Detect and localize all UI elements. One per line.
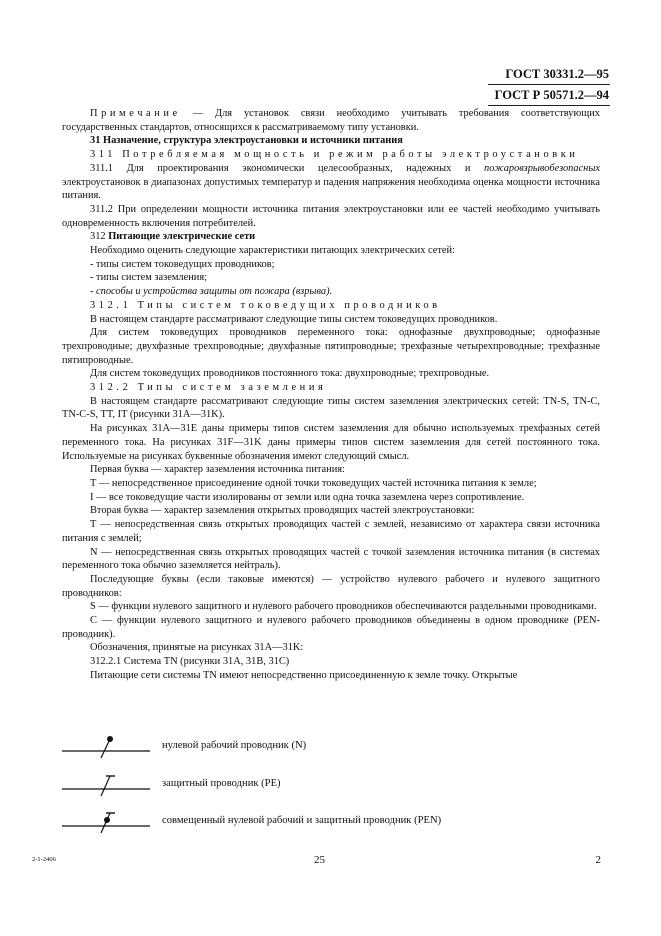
paragraph: N — непосредственная связь открытых проводящих частей с точкой заземления источника питания (в системах переменного тока обычно заземляется нейтраль). — [62, 546, 600, 572]
paragraph: В настоящем стандарте рассматривают следующие типы систем токоведущих проводников. — [90, 313, 498, 325]
paragraph: Для систем токоведущих проводников постоянного тока: двухпроводные; трехпроводные. — [90, 368, 490, 380]
section-31-heading: 31 Назначение, структура электроустановки и источники питания — [90, 135, 403, 147]
section-312-title: Питающие электрические сети — [108, 231, 256, 243]
paragraph-312-intro: Необходимо оценить следующие характеристики питающих электрических сетей: — [90, 245, 455, 257]
paragraph: Последующие буквы (если таковые имеются) — устройство нулевого рабочего и нулевого защитного проводников: — [62, 573, 600, 599]
paragraph: Обозначения, принятые на рисунках 31A—31K: — [90, 642, 304, 654]
paragraph-311-1-part-a: 311.1 Для проектирования экономически целесообразных, надежных и — [90, 162, 485, 174]
legend-pen-conductor — [62, 811, 622, 835]
protective-conductor-symbol — [62, 774, 152, 798]
paragraph: Для систем токоведущих проводников переменного тока: однофазные двухпроводные; однофазные трехпроводные; двухфазные трехпроводные; двухфазные пятипроводные; трехфазные четырехпроводные; трехфазные пятипроводные. — [62, 327, 600, 366]
neutral-conductor-symbol — [62, 736, 152, 760]
sheet-number: 2 — [595, 854, 601, 866]
section-312-heading — [62, 230, 600, 244]
paragraph: I — все токоведущие части изолированы от земли или одна точка заземлена через сопротивление. — [90, 491, 525, 503]
list-item: - способы и устройства защиты от пожара (взрыва). — [90, 286, 333, 298]
legend-label: совмещенный нулевой рабочий и защитный проводник (PEN) — [162, 815, 442, 826]
header-divider — [488, 84, 610, 85]
paragraph-311-1-part-b: электроустановок в диапазонах допустимых температур и падения напряжения необходима оценка мощности источника питания. — [62, 176, 600, 202]
list-item: - типы систем заземления; — [90, 272, 208, 284]
paragraph: Питающие сети системы TN имеют непосредственно присоединенную к земле точку. Открытые — [90, 669, 518, 681]
print-code: 2-1-2406 — [32, 856, 56, 863]
paragraph: Первая буква — характер заземления источника питания: — [90, 464, 345, 476]
header-divider-2 — [488, 105, 610, 106]
pen-conductor-symbol — [62, 811, 152, 835]
paragraph: Вторая буква — характер заземления открытых проводящих частей электроустановки: — [90, 505, 475, 517]
page-number: 25 — [314, 854, 325, 866]
paragraph: В настоящем стандарте рассматривают следующие типы систем заземления электрических сетей: TN-S, TN-C, TN-C-S, TT, IT (рисунки 31A—31K). — [62, 395, 600, 421]
paragraph: Т — непосредственное присоединение одной точки токоведущих частей источника питания к земле; — [90, 477, 537, 489]
paragraph-311-1-italic: пожаровзрывобезопасных — [484, 162, 600, 174]
paragraph: Т — непосредственная связь открытых проводящих частей с землей, независимо от характера связи источника питания с землей; — [62, 519, 600, 544]
section-312-2-heading: 312.2 Типы систем заземления — [90, 382, 327, 394]
note-label: Примечание — [90, 108, 181, 119]
note-paragraph — [62, 107, 600, 134]
section-312-1-heading: 312.1 Типы систем токоведущих проводников — [90, 299, 441, 311]
section-312-number: 312 — [90, 231, 109, 243]
section-311-heading: 311 Потребляемая мощность и режим работы электроустановки — [90, 149, 579, 161]
paragraph: С — функции нулевого защитного и нулевого рабочего проводников объединены в одном проводнике (PEN-проводник). — [62, 615, 600, 640]
legend-label: нулевой рабочий проводник (N) — [162, 740, 307, 751]
standard-number-2: ГОСТ Р 50571.2—94 — [494, 88, 609, 102]
legend-protective-conductor — [62, 774, 622, 798]
paragraph-311-2: 311.2 При определении мощности источника питания электроустановки или ее частей необходимо учитывать одновременность включения потребителей. — [62, 203, 600, 229]
standard-number-1: ГОСТ 30331.2—95 — [505, 67, 609, 81]
note-text: — Для установок связи необходимо учитывать требования соответствующих государственных стандартов, относящихся к рассматриваемому типу установки. — [62, 108, 600, 133]
section-312-2-1-heading: 312.2.1 Система TN (рисунки 31A, 31B, 31C) — [90, 656, 290, 668]
paragraph: S — функции нулевого защитного и нулевого рабочего проводников обеспечиваются раздельными проводниками. — [90, 601, 597, 613]
paragraph: На рисунках 31A—31E даны примеры типов систем заземления для обычно используемых трехфазных сетей переменного тока. На рисунках 31F—31K даны примеры типов систем заземления для сетей постоянного тока. Используемые на рисунках буквенные обозначения имеют следующий смысл. — [62, 423, 600, 462]
document-body — [62, 107, 600, 683]
legend-neutral-conductor — [62, 736, 622, 760]
list-item: - типы систем токоведущих проводников; — [90, 258, 275, 270]
paragraph-311-1 — [62, 162, 600, 203]
legend-label: защитный проводник (PE) — [162, 778, 281, 789]
